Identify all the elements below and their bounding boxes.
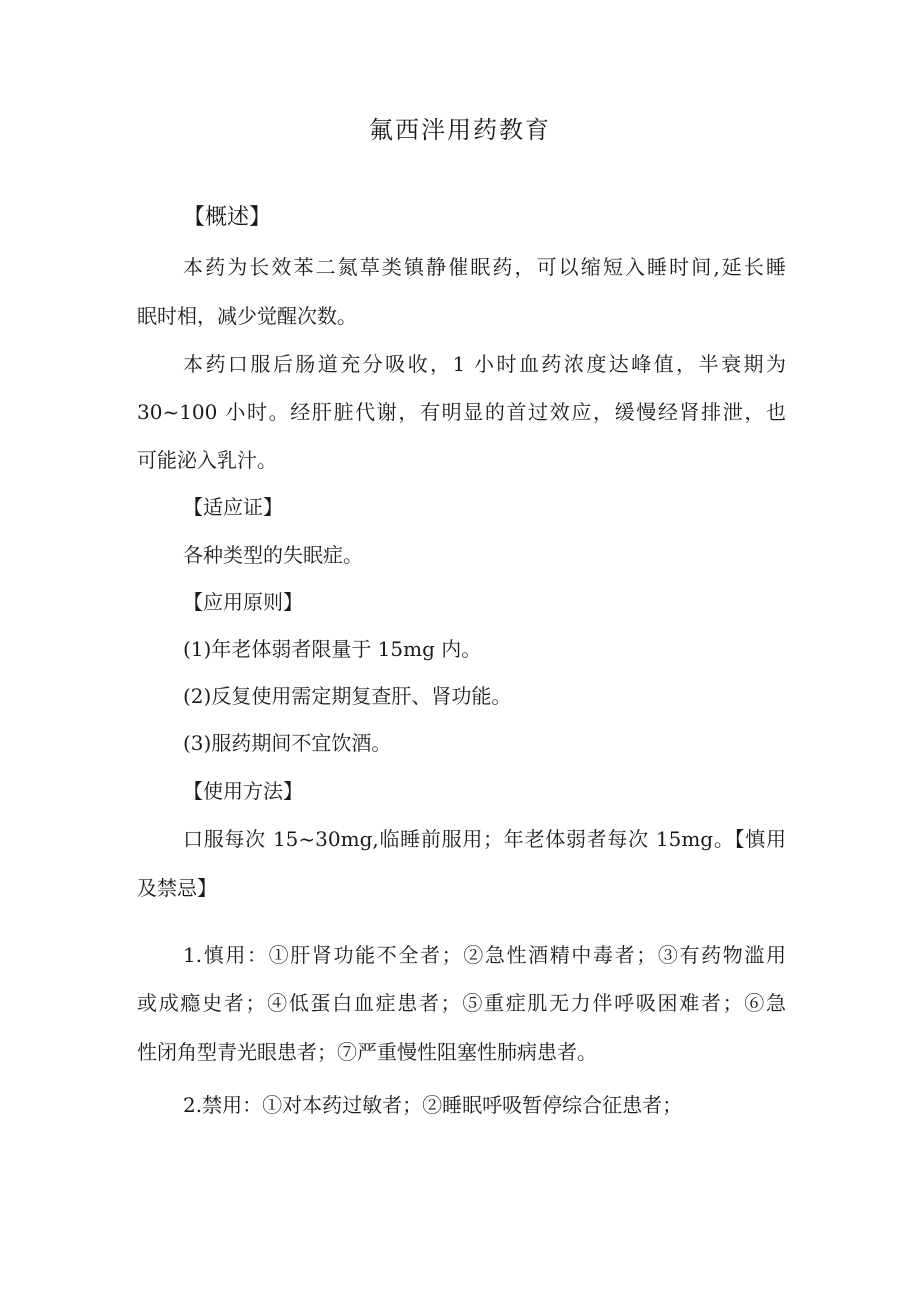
document-title: 氟西泮用药教育 xyxy=(369,116,551,144)
caution-line-1: 1.慎用：①肝肾功能不全者；②急性酒精中毒者；③有药物滥用 xyxy=(183,943,786,967)
indications-text: 各种类型的失眠症。 xyxy=(183,543,363,567)
overview-paragraph-1-line-2: 眠时相，减少觉醒次数。 xyxy=(137,304,357,328)
principles-heading: 【应用原则】 xyxy=(183,590,303,614)
usage-line-1: 口服每次 15~30mg,临睡前服用；年老体弱者每次 15mg。【慎用 xyxy=(183,827,786,851)
overview-heading: 【概述】 xyxy=(183,205,272,230)
overview-paragraph-2-line-1: 本药口服后肠道充分吸收，1 小时血药浓度达峰值，半衰期为 xyxy=(183,352,786,376)
overview-paragraph-2-line-2: 30~100 小时。经肝脏代谢，有明显的首过效应，缓慢经肾排泄，也 xyxy=(137,400,786,424)
usage-line-2: 及禁忌】 xyxy=(137,876,217,900)
caution-line-2: 或成瘾史者；④低蛋白血症患者；⑤重症肌无力伴呼吸困难者；⑥急 xyxy=(137,991,786,1015)
contraindication-line-1: 2.禁用：①对本药过敏者；②睡眠呼吸暂停综合征患者； xyxy=(183,1093,683,1117)
overview-paragraph-2-line-3: 可能泌入乳汁。 xyxy=(137,448,277,472)
overview-paragraph-1-line-1: 本药为长效苯二氮草类镇静催眠药，可以缩短入睡时间,延长睡 xyxy=(183,255,786,279)
caution-line-3: 性闭角型青光眼患者；⑦严重慢性阻塞性肺病患者。 xyxy=(137,1040,597,1064)
principles-item-2: (2)反复使用需定期复查肝、肾功能。 xyxy=(183,684,512,708)
principles-item-1: (1)年老体弱者限量于 15mg 内。 xyxy=(183,637,482,661)
indications-heading: 【适应证】 xyxy=(183,495,283,519)
usage-heading: 【使用方法】 xyxy=(183,779,303,803)
principles-item-3: (3)服药期间不宜饮酒。 xyxy=(183,731,392,755)
